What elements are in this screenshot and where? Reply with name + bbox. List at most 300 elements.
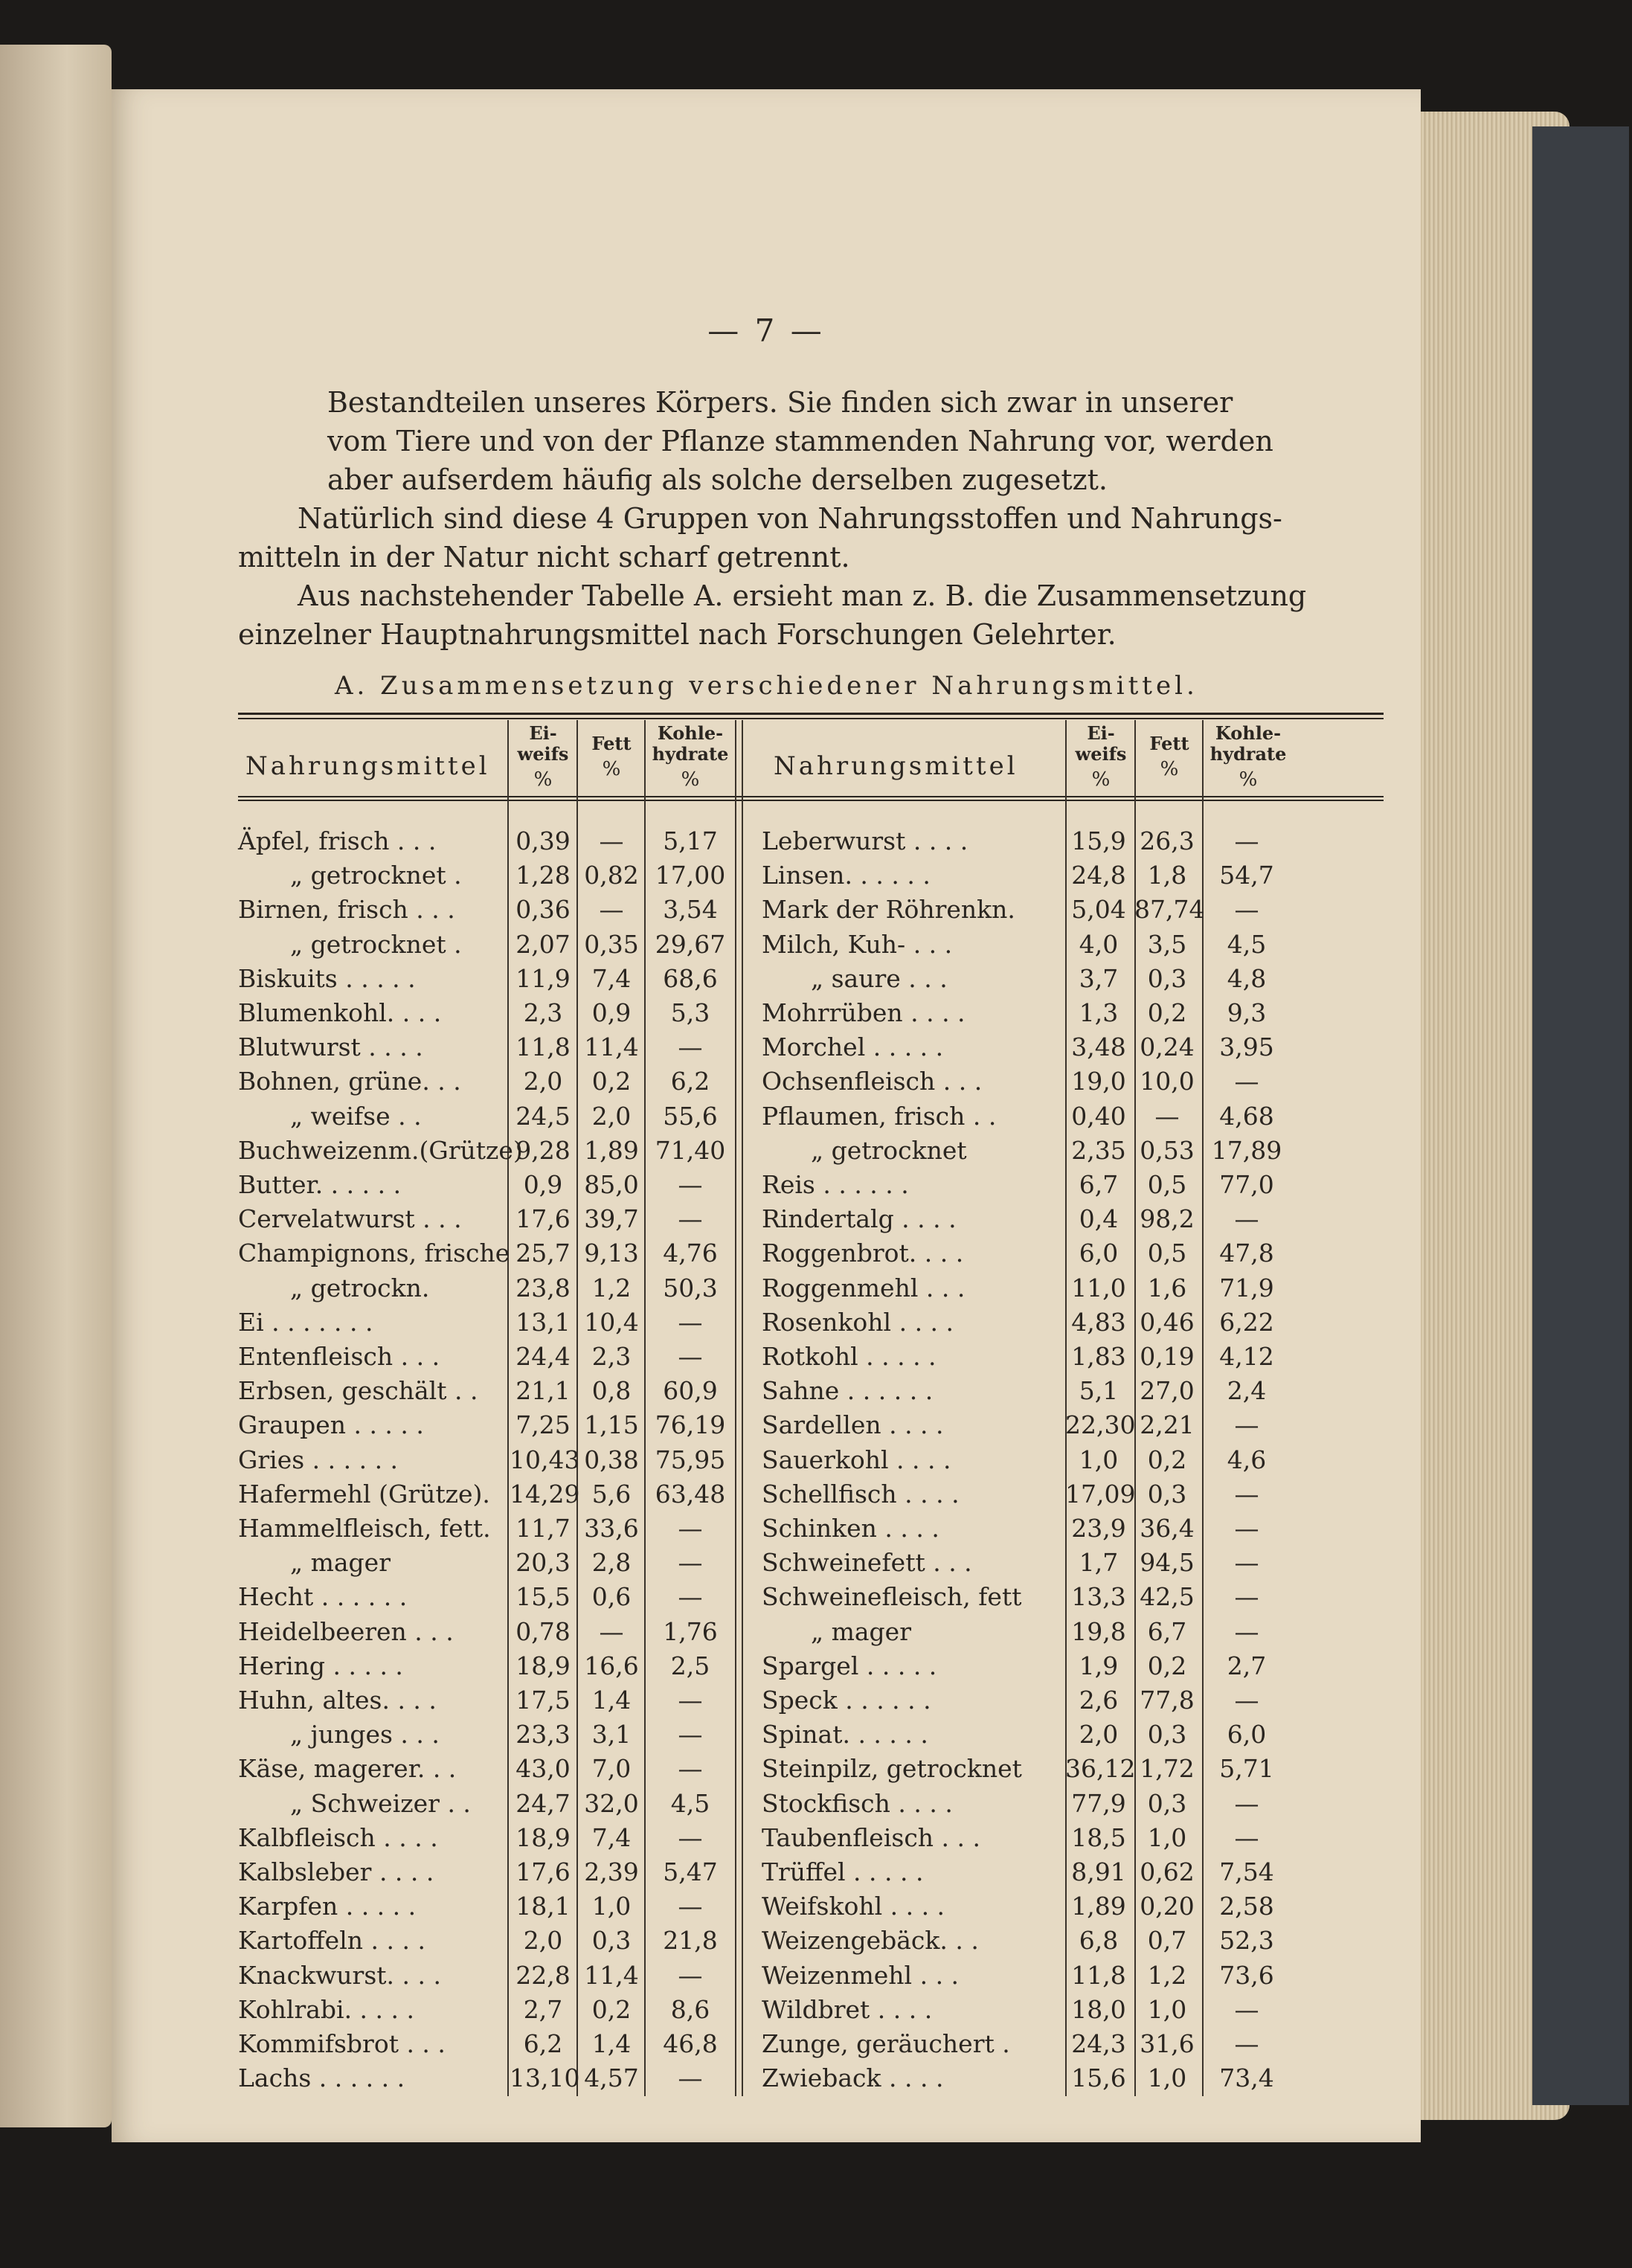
- fat-value: 98,2: [1140, 1204, 1195, 1234]
- fat-value: 5,6: [591, 1479, 632, 1509]
- food-name: Mark der Röhrenkn.: [762, 895, 1015, 925]
- food-name: Rindertalg . . . .: [762, 1204, 957, 1234]
- fat-value: 1,4: [591, 2029, 632, 2058]
- food-name: Sardellen . . . .: [762, 1410, 944, 1440]
- carbs-value: —: [678, 1720, 703, 1750]
- table-row: [751, 1168, 1317, 1202]
- carbs-value: —: [1234, 2029, 1259, 2058]
- carbs-value: 3,95: [1219, 1032, 1274, 1062]
- header-carbs-right: [1204, 723, 1293, 794]
- table-row: [751, 1855, 1317, 1889]
- food-name: Roggenmehl . . .: [762, 1273, 966, 1302]
- fat-value: —: [599, 826, 624, 855]
- protein-value: 1,7: [1079, 1548, 1119, 1578]
- header-label: Fett: [1149, 733, 1189, 754]
- table-row: [751, 1821, 1317, 1855]
- food-name: Schinken . . . .: [762, 1514, 939, 1543]
- fat-value: 36,4: [1140, 1514, 1195, 1543]
- protein-value: 19,0: [1071, 1067, 1126, 1096]
- protein-value: 2,6: [1079, 1686, 1119, 1715]
- table-row: [751, 2027, 1317, 2061]
- protein-value: 23,9: [1071, 1514, 1126, 1543]
- food-name: Zunge, geräuchert .: [762, 2029, 1010, 2058]
- table-row: [238, 1649, 736, 1683]
- fat-value: 1,4: [591, 1686, 632, 1715]
- table-row: [238, 1683, 736, 1718]
- carbs-value: —: [1234, 1479, 1259, 1509]
- table-row: [238, 1959, 736, 1993]
- protein-value: 0,40: [1071, 1101, 1126, 1131]
- paragraph-1: [238, 383, 1384, 499]
- text-line: Bestandteilen unseres Körpers. Sie finden sich zwar in unserer: [327, 386, 1233, 419]
- carbs-value: 29,67: [655, 929, 726, 959]
- protein-value: 18,9: [515, 1651, 571, 1680]
- paragraph-2: [238, 499, 1384, 576]
- header-label: Kohle- hydrate: [1209, 722, 1287, 765]
- header-label: Ei- weifs: [517, 722, 569, 765]
- protein-value: 11,9: [515, 963, 571, 993]
- protein-value: 15,6: [1071, 2063, 1126, 2093]
- table-row: [238, 1408, 736, 1442]
- protein-value: 17,5: [515, 1686, 571, 1715]
- protein-value: 23,3: [515, 1720, 571, 1750]
- protein-value: 1,28: [515, 861, 571, 890]
- header-protein-right: [1067, 723, 1134, 794]
- protein-value: 4,0: [1079, 929, 1119, 959]
- fat-value: 0,6: [591, 1582, 632, 1612]
- food-name: Bohnen, grüne. . .: [238, 1067, 461, 1096]
- header-label: Kohle- hydrate: [652, 722, 729, 765]
- table-row: [238, 1099, 736, 1134]
- food-name: „ Schweizer . .: [290, 1788, 471, 1818]
- text-line: Natürlich sind diese 4 Gruppen von Nahrungsstoffen und Nahrungs-: [298, 502, 1282, 535]
- table-row: [751, 1993, 1317, 2027]
- table-row: [238, 824, 736, 858]
- carbs-value: —: [678, 2063, 703, 2093]
- food-name: Kohlrabi. . . . .: [238, 1994, 414, 2024]
- protein-value: 22,30: [1065, 1410, 1136, 1440]
- protein-value: 0,36: [515, 895, 571, 925]
- protein-value: 43,0: [515, 1754, 571, 1784]
- table-row: [751, 1512, 1317, 1546]
- food-name: Entenfleisch . . .: [238, 1342, 440, 1371]
- table-row: [751, 893, 1317, 927]
- table-row: [751, 1134, 1317, 1168]
- protein-value: 1,83: [1071, 1342, 1126, 1371]
- food-name: „ weifse . .: [290, 1101, 422, 1131]
- food-name: Stockfisch . . . .: [762, 1788, 953, 1818]
- carbs-value: 5,71: [1219, 1754, 1274, 1784]
- table-row: [238, 1340, 736, 1374]
- table-title: A. Zusammensetzung verschiedener Nahrungsmittel.: [335, 671, 1198, 701]
- carbs-value: —: [1234, 1204, 1259, 1234]
- fat-value: 2,21: [1140, 1410, 1195, 1440]
- table-row: [751, 1030, 1317, 1064]
- carbs-value: —: [678, 1342, 703, 1371]
- fat-value: 0,2: [591, 1067, 632, 1096]
- table-row: [751, 824, 1317, 858]
- table-row: [751, 1477, 1317, 1512]
- fat-value: 1,72: [1140, 1754, 1195, 1784]
- nutrition-table: [238, 713, 1384, 2096]
- protein-value: 10,43: [510, 1445, 580, 1474]
- food-name: Zwieback . . . .: [762, 2063, 944, 2093]
- food-name: Käse, magerer. . .: [238, 1754, 457, 1784]
- food-name: Leberwurst . . . .: [762, 826, 968, 855]
- fat-value: 1,15: [584, 1410, 639, 1440]
- table-row: [238, 1718, 736, 1752]
- fat-value: 33,6: [584, 1514, 639, 1543]
- header-food-right: Nahrungsmittel: [774, 751, 1018, 781]
- protein-value: 77,9: [1071, 1788, 1126, 1818]
- food-name: Gries . . . . . .: [238, 1445, 399, 1474]
- header-protein-left: [510, 723, 576, 794]
- protein-value: 11,8: [1071, 1960, 1126, 1990]
- table-row: [238, 1512, 736, 1546]
- food-name: Cervelatwurst . . .: [238, 1204, 462, 1234]
- food-name: Butter. . . . . .: [238, 1170, 402, 1199]
- fat-value: 11,4: [584, 1032, 639, 1062]
- protein-value: 23,8: [515, 1273, 571, 1302]
- table-row: [238, 962, 736, 996]
- carbs-value: 4,12: [1219, 1342, 1274, 1371]
- food-name: Kommifsbrot . . .: [238, 2029, 446, 2058]
- table-row: [238, 928, 736, 962]
- carbs-value: 2,58: [1219, 1892, 1274, 1921]
- food-name: „ mager: [290, 1548, 391, 1578]
- food-name: Champignons, frische: [238, 1239, 510, 1268]
- food-name: Erbsen, geschält . .: [238, 1376, 478, 1406]
- fat-value: 0,5: [1147, 1239, 1187, 1268]
- food-name: Huhn, altes. . . .: [238, 1686, 437, 1715]
- food-name: Hering . . . . .: [238, 1651, 403, 1680]
- carbs-value: —: [678, 1170, 703, 1199]
- food-name: Lachs . . . . . .: [238, 2063, 405, 2093]
- protein-value: 6,7: [1079, 1170, 1119, 1199]
- carbs-value: 55,6: [663, 1101, 718, 1131]
- fat-value: 4,57: [584, 2063, 639, 2093]
- table-row: [238, 1477, 736, 1512]
- carbs-value: 54,7: [1219, 861, 1274, 890]
- carbs-value: 4,8: [1227, 963, 1267, 993]
- food-name: „ getrocknet .: [290, 861, 462, 890]
- table-rule: [238, 718, 1384, 719]
- header-unit: %: [681, 768, 700, 791]
- table-row: [751, 1580, 1317, 1614]
- fat-value: 1,6: [1147, 1273, 1187, 1302]
- fat-value: —: [599, 1616, 624, 1646]
- table-row: [238, 1993, 736, 2027]
- table-row: [238, 1615, 736, 1649]
- fat-value: 1,8: [1147, 861, 1187, 890]
- table-row: [751, 1683, 1317, 1718]
- carbs-value: 2,4: [1227, 1376, 1267, 1406]
- text-line: aber aufserdem häufig als solche derselben zugesetzt.: [327, 463, 1108, 496]
- protein-value: 2,0: [523, 1067, 563, 1096]
- fat-value: 11,4: [584, 1960, 639, 1990]
- carbs-value: 60,9: [663, 1376, 718, 1406]
- table-row: [751, 1889, 1317, 1924]
- food-name: Speck . . . . . .: [762, 1686, 931, 1715]
- fat-value: 87,74: [1134, 895, 1205, 925]
- food-name: Schweinefleisch, fett: [762, 1582, 1022, 1612]
- protein-value: 20,3: [515, 1548, 571, 1578]
- carbs-value: 73,6: [1219, 1960, 1274, 1990]
- paragraph-3: [238, 576, 1384, 654]
- protein-value: 21,1: [515, 1376, 571, 1406]
- table-row: [751, 1271, 1317, 1305]
- protein-value: 9,28: [515, 1135, 571, 1165]
- carbs-value: 63,48: [655, 1479, 726, 1509]
- table-row: [238, 1374, 736, 1408]
- table-row: [238, 893, 736, 927]
- fat-value: 32,0: [584, 1788, 639, 1818]
- fat-value: 77,8: [1140, 1686, 1195, 1715]
- protein-value: 1,89: [1071, 1892, 1126, 1921]
- fat-value: 9,13: [584, 1239, 639, 1268]
- carbs-value: 4,5: [670, 1788, 710, 1818]
- food-name: Karpfen . . . . .: [238, 1892, 417, 1921]
- protein-value: 18,0: [1071, 1994, 1126, 2024]
- fat-value: 0,53: [1140, 1135, 1195, 1165]
- fat-value: 0,38: [584, 1445, 639, 1474]
- protein-value: 2,07: [515, 929, 571, 959]
- carbs-value: 76,19: [655, 1410, 726, 1440]
- table-rule: [238, 800, 1384, 801]
- food-name: „ mager: [811, 1616, 911, 1646]
- food-name: Birnen, frisch . . .: [238, 895, 455, 925]
- fat-value: 2,0: [591, 1101, 632, 1131]
- food-name: Blumenkohl. . . .: [238, 998, 442, 1027]
- protein-value: 18,1: [515, 1892, 571, 1921]
- protein-value: 15,5: [515, 1582, 571, 1612]
- carbs-value: —: [678, 1892, 703, 1921]
- header-label: Ei- weifs: [1075, 722, 1127, 765]
- food-name: Spinat. . . . . .: [762, 1720, 928, 1750]
- carbs-value: 5,47: [663, 1857, 718, 1886]
- table-row: [238, 1546, 736, 1580]
- food-name: Trüffel . . . . .: [762, 1857, 924, 1886]
- carbs-value: —: [678, 1822, 703, 1852]
- fat-value: 42,5: [1140, 1582, 1195, 1612]
- protein-value: 24,4: [515, 1342, 571, 1371]
- carbs-value: 17,00: [655, 861, 726, 890]
- fat-value: 0,3: [1147, 1479, 1187, 1509]
- carbs-value: —: [1234, 1686, 1259, 1715]
- table-row: [751, 858, 1317, 893]
- fat-value: —: [1154, 1101, 1180, 1131]
- fat-value: 0,20: [1140, 1892, 1195, 1921]
- food-name: Linsen. . . . . .: [762, 861, 931, 890]
- protein-value: 0,4: [1079, 1204, 1119, 1234]
- food-name: Spargel . . . . .: [762, 1651, 937, 1680]
- table-row: [751, 1408, 1317, 1442]
- protein-value: 18,5: [1071, 1822, 1126, 1852]
- fat-value: 3,5: [1147, 929, 1187, 959]
- carbs-value: —: [1234, 1582, 1259, 1612]
- protein-value: 17,09: [1065, 1479, 1136, 1509]
- food-name: Kalbsleber . . . .: [238, 1857, 434, 1886]
- carbs-value: 47,8: [1219, 1239, 1274, 1268]
- food-name: Rotkohl . . . . .: [762, 1342, 937, 1371]
- fat-value: 7,4: [591, 963, 632, 993]
- food-name: „ junges . . .: [290, 1720, 440, 1750]
- carbs-value: 77,0: [1219, 1170, 1274, 1199]
- fat-value: 26,3: [1140, 826, 1195, 855]
- text-line: Aus nachstehender Tabelle A. ersieht man z. B. die Zusammensetzung: [298, 579, 1307, 612]
- text-line: vom Tiere und von der Pflanze stammenden Nahrung vor, werden: [327, 425, 1273, 457]
- table-row: [238, 996, 736, 1030]
- protein-value: 6,8: [1079, 1926, 1119, 1956]
- food-name: Weizenmehl . . .: [762, 1960, 960, 1990]
- carbs-value: —: [1234, 1616, 1259, 1646]
- header-fat-left: [579, 723, 644, 794]
- fat-value: 10,0: [1140, 1067, 1195, 1096]
- header-unit: %: [1160, 758, 1179, 780]
- fat-value: 0,8: [591, 1376, 632, 1406]
- fat-value: 16,6: [584, 1651, 639, 1680]
- table-row: [751, 1546, 1317, 1580]
- protein-value: 1,9: [1079, 1651, 1119, 1680]
- page-number: — 7 —: [707, 312, 825, 349]
- carbs-value: —: [1234, 1410, 1259, 1440]
- protein-value: 25,7: [515, 1239, 571, 1268]
- carbs-value: 4,6: [1227, 1445, 1267, 1474]
- carbs-value: 52,3: [1219, 1926, 1274, 1956]
- carbs-value: 9,3: [1227, 998, 1267, 1027]
- carbs-value: 5,17: [663, 826, 718, 855]
- food-name: Äpfel, frisch . . .: [238, 826, 437, 855]
- food-name: Wildbret . . . .: [762, 1994, 933, 2024]
- table-row: [238, 1134, 736, 1168]
- protein-value: 24,8: [1071, 861, 1126, 890]
- carbs-value: —: [678, 1204, 703, 1234]
- fat-value: 10,4: [584, 1307, 639, 1337]
- food-name: Schweinefett . . .: [762, 1548, 972, 1578]
- fat-value: 1,2: [1147, 1960, 1187, 1990]
- fat-value: 0,24: [1140, 1032, 1195, 1062]
- protein-value: 1,3: [1079, 998, 1119, 1027]
- food-name: „ getrocknet .: [290, 929, 462, 959]
- fat-value: 6,7: [1147, 1616, 1187, 1646]
- table-row: [238, 1855, 736, 1889]
- header-fat-right: [1137, 723, 1202, 794]
- header-label: Fett: [591, 733, 632, 754]
- carbs-value: —: [1234, 826, 1259, 855]
- food-name: „ getrocknet: [811, 1135, 967, 1165]
- carbs-value: 7,54: [1219, 1857, 1274, 1886]
- table-row: [751, 1202, 1317, 1236]
- carbs-value: —: [678, 1686, 703, 1715]
- food-name: Schellfisch . . . .: [762, 1479, 960, 1509]
- table-row: [751, 1236, 1317, 1270]
- carbs-value: 75,95: [655, 1445, 726, 1474]
- header-carbs-left: [646, 723, 735, 794]
- food-name: Kalbfleisch . . . .: [238, 1822, 438, 1852]
- protein-value: 2,35: [1071, 1135, 1126, 1165]
- protein-value: 17,6: [515, 1204, 571, 1234]
- food-name: Roggenbrot. . . .: [762, 1239, 964, 1268]
- protein-value: 2,0: [523, 1926, 563, 1956]
- protein-value: 13,3: [1071, 1582, 1126, 1612]
- fat-value: 3,1: [591, 1720, 632, 1750]
- carbs-value: 71,40: [655, 1135, 726, 1165]
- table-row: [751, 1959, 1317, 1993]
- protein-value: 15,9: [1071, 826, 1126, 855]
- fat-value: 85,0: [584, 1170, 639, 1199]
- header-unit: %: [533, 768, 553, 791]
- fat-value: 0,46: [1140, 1307, 1195, 1337]
- carbs-value: —: [678, 1307, 703, 1337]
- carbs-value: 6,22: [1219, 1307, 1274, 1337]
- food-name: Milch, Kuh- . . .: [762, 929, 953, 959]
- carbs-value: 3,54: [663, 895, 718, 925]
- carbs-value: 4,68: [1219, 1101, 1274, 1131]
- table-row: [238, 2027, 736, 2061]
- food-name: Ei . . . . . . .: [238, 1307, 373, 1337]
- header-unit: %: [1239, 768, 1258, 791]
- fat-value: 1,0: [1147, 1994, 1187, 2024]
- protein-value: 11,0: [1071, 1273, 1126, 1302]
- table-row: [238, 1443, 736, 1477]
- fat-value: 2,3: [591, 1342, 632, 1371]
- fat-value: 31,6: [1140, 2029, 1195, 2058]
- carbs-value: 5,3: [670, 998, 710, 1027]
- table-row: [238, 1236, 736, 1270]
- fat-value: 0,3: [591, 1926, 632, 1956]
- food-name: Hecht . . . . . .: [238, 1582, 408, 1612]
- protein-value: 11,8: [515, 1032, 571, 1062]
- protein-value: 1,0: [1079, 1445, 1119, 1474]
- table-row: [751, 1374, 1317, 1408]
- table-row: [238, 1202, 736, 1236]
- table-row: [238, 1821, 736, 1855]
- food-name: Blutwurst . . . .: [238, 1032, 423, 1062]
- carbs-value: 2,5: [670, 1651, 710, 1680]
- protein-value: 3,48: [1071, 1032, 1126, 1062]
- protein-value: 2,7: [523, 1994, 563, 2024]
- table-row: [238, 1889, 736, 1924]
- carbs-value: 4,76: [663, 1239, 718, 1268]
- protein-value: 0,39: [515, 826, 571, 855]
- carbs-value: —: [1234, 1788, 1259, 1818]
- table-row: [751, 1340, 1317, 1374]
- book-page: [112, 89, 1421, 2142]
- protein-value: 0,9: [523, 1170, 563, 1199]
- fat-value: 2,8: [591, 1548, 632, 1578]
- food-name: „ saure . . .: [811, 963, 948, 993]
- carbs-value: 50,3: [663, 1273, 718, 1302]
- carbs-value: —: [1234, 1067, 1259, 1096]
- food-name: Hafermehl (Grütze).: [238, 1479, 490, 1509]
- carbs-value: —: [678, 1548, 703, 1578]
- food-name: Sauerkohl . . . .: [762, 1445, 951, 1474]
- carbs-value: 17,89: [1211, 1135, 1282, 1165]
- protein-value: 36,12: [1065, 1754, 1136, 1784]
- table-row: [751, 1305, 1317, 1340]
- protein-value: 13,10: [510, 2063, 580, 2093]
- protein-value: 6,0: [1079, 1239, 1119, 1268]
- protein-value: 5,04: [1071, 895, 1126, 925]
- table-row: [238, 1168, 736, 1202]
- food-name: „ getrockn.: [290, 1273, 430, 1302]
- table-row: [238, 1064, 736, 1099]
- fat-value: 0,3: [1147, 1720, 1187, 1750]
- carbs-value: —: [678, 1960, 703, 1990]
- protein-value: 11,7: [515, 1514, 571, 1543]
- fat-value: 2,39: [584, 1857, 639, 1886]
- book-cover: [1532, 126, 1629, 2105]
